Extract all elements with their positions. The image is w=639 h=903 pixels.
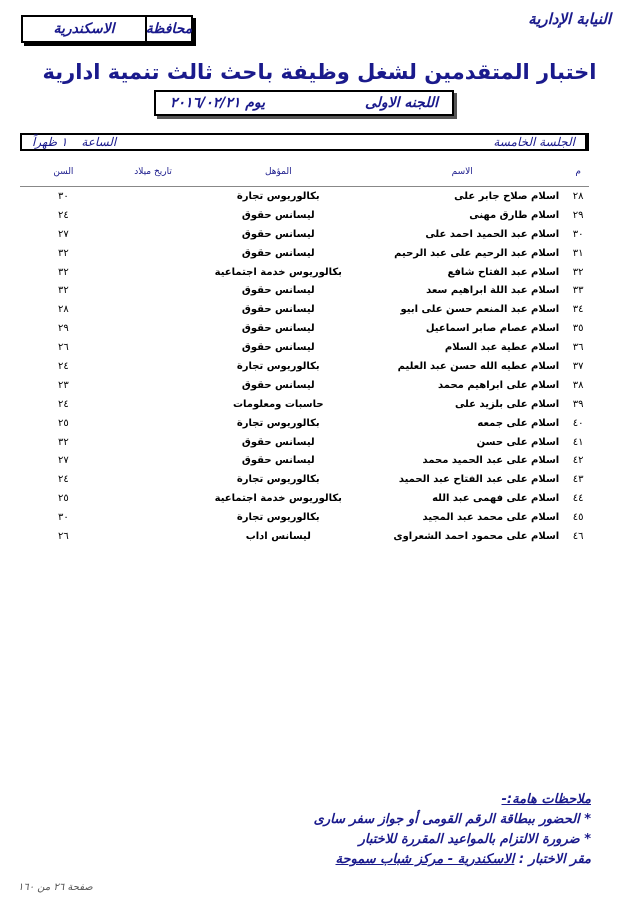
age: ٣٢ xyxy=(58,436,69,448)
age: ٢٧ xyxy=(58,455,69,467)
row-number: ٤٠ xyxy=(572,417,584,429)
age: ٣٢ xyxy=(58,266,69,278)
table-row xyxy=(20,470,589,489)
birth-date xyxy=(107,395,200,414)
birth-date xyxy=(107,300,200,319)
row-number: ٣٠ xyxy=(572,228,584,240)
qualification: ليسانس حقوق xyxy=(241,436,315,448)
birth-date xyxy=(107,187,200,206)
session-time-value: ١ ظهراً xyxy=(32,135,68,149)
table-row xyxy=(20,206,589,225)
birth-date xyxy=(107,451,200,470)
session-name: الجلسة الخامسة xyxy=(493,135,575,149)
birth-date xyxy=(107,376,200,395)
candidate-name: اسلام عطية عبد السلام xyxy=(444,342,560,354)
age: ٣٢ xyxy=(58,285,69,297)
table-row xyxy=(20,300,589,319)
governorate-label: محافظة xyxy=(145,17,191,41)
column-header-age: السن xyxy=(53,166,74,177)
row-number: ٣٥ xyxy=(572,323,584,335)
candidate-name: اسلام عصام صابر اسماعيل xyxy=(425,323,560,335)
column-header-qualification: المؤهل xyxy=(264,166,292,177)
birth-date xyxy=(107,281,200,300)
table-row xyxy=(20,281,589,300)
candidate-name: اسلام عبد اللة ابراهيم سعد xyxy=(426,285,560,297)
age: ٢٧ xyxy=(58,228,69,240)
birth-date xyxy=(107,508,200,527)
row-number: ٤٦ xyxy=(572,530,584,542)
row-number: ٤٢ xyxy=(572,455,584,467)
qualification: حاسبات ومعلومات xyxy=(233,398,324,410)
row-number: ٣٩ xyxy=(572,398,584,410)
age: ٢٩ xyxy=(58,323,69,335)
birth-date xyxy=(107,338,200,357)
note-item: * الحضور ببطاقة الرقم القومى أو جواز سفر سارى xyxy=(313,812,591,827)
qualification: بكالوريوس تجارة xyxy=(236,190,320,202)
candidate-name: اسلام على محمد عبد المجيد xyxy=(422,512,560,524)
candidate-name: اسلام عبد الفتاح شافع xyxy=(447,266,560,278)
age: ٢٦ xyxy=(58,342,69,354)
page-number: صفحة ٢٦ من ١٦٠ xyxy=(18,882,93,893)
age: ٢٥ xyxy=(58,493,69,505)
table-row xyxy=(20,414,589,433)
row-number: ٣٣ xyxy=(572,285,584,297)
birth-date xyxy=(107,470,200,489)
notes-section xyxy=(31,790,591,870)
qualification: بكالوريوس تجارة xyxy=(236,512,320,524)
note-item: * ضرورة الالتزام بالمواعيد المقررة للاختبار xyxy=(358,832,591,847)
table-row xyxy=(20,433,589,452)
birth-date xyxy=(107,414,200,433)
row-number: ٣١ xyxy=(572,247,584,259)
table-row xyxy=(20,357,589,376)
qualification: بكالوريوس خدمة اجتماعية xyxy=(214,493,342,505)
column-header-dob: تاريخ ميلاد xyxy=(134,166,172,177)
table-header-row xyxy=(20,157,589,187)
age: ٣٠ xyxy=(58,190,69,202)
age: ٢٤ xyxy=(58,360,69,372)
qualification: بكالوريوس تجارة xyxy=(236,417,320,429)
candidate-name: اسلام صلاح جابر على xyxy=(454,190,560,202)
governorate-value: الاسكندرية xyxy=(53,21,115,37)
birth-date xyxy=(107,433,200,452)
row-number: ٣٧ xyxy=(572,360,584,372)
qualification: بكالوريوس خدمة اجتماعية xyxy=(214,266,342,278)
table-row xyxy=(20,376,589,395)
birth-date xyxy=(107,319,200,338)
table-row xyxy=(20,225,589,244)
session-time-label: الساعة xyxy=(81,135,117,149)
table-row xyxy=(20,489,589,508)
table-row xyxy=(20,451,589,470)
row-number: ٢٨ xyxy=(572,190,584,202)
qualification: ليسانس حقوق xyxy=(241,247,315,259)
candidate-name: اسلام على عبد الفتاح عبد الحميد xyxy=(398,474,560,486)
qualification: ليسانس حقوق xyxy=(241,455,315,467)
row-number: ٤١ xyxy=(572,436,584,448)
row-number: ٤٤ xyxy=(572,493,584,505)
table-row xyxy=(20,395,589,414)
birth-date xyxy=(107,527,200,546)
table-body xyxy=(20,187,589,546)
table-row xyxy=(20,338,589,357)
candidates-table xyxy=(20,157,589,546)
candidate-name: اسلام على ابراهيم محمد xyxy=(437,379,560,391)
qualification: ليسانس حقوق xyxy=(241,342,315,354)
qualification: ليسانس حقوق xyxy=(241,323,315,335)
table-row xyxy=(20,319,589,338)
committee-box xyxy=(154,90,454,116)
table-row xyxy=(20,187,589,206)
table-row xyxy=(20,508,589,527)
candidate-name: اسلام على محمود احمد الشعراوى xyxy=(393,530,560,542)
row-number: ٣٢ xyxy=(572,266,584,278)
candidate-name: اسلام على عبد الحميد محمد xyxy=(422,455,560,467)
row-number: ٣٨ xyxy=(572,379,584,391)
qualification: بكالوريوس تجارة xyxy=(236,360,320,372)
age: ٢٤ xyxy=(58,474,69,486)
agency-name: النيابة الإدارية xyxy=(528,10,611,28)
page-title: اختبار المتقدمين لشغل وظيفة باحث ثالث تنمية ادارية xyxy=(42,60,597,84)
qualification: ليسانس حقوق xyxy=(241,228,315,240)
venue-label: مقر الاختبار : xyxy=(518,852,591,867)
candidate-name: اسلام عبد الرحيم على عبد الرحيم xyxy=(394,247,560,259)
birth-date xyxy=(107,244,200,263)
row-number: ٣٦ xyxy=(572,342,584,354)
age: ٢٦ xyxy=(58,530,69,542)
birth-date xyxy=(107,489,200,508)
table-row xyxy=(20,263,589,282)
governorate-box xyxy=(21,15,193,43)
candidate-name: اسلام على فهمى عبد الله xyxy=(432,493,560,505)
candidate-name: اسلام عبد الحميد احمد على xyxy=(425,228,560,240)
committee-date: يوم ٢٠١٦/٠٢/٢١ xyxy=(170,95,266,111)
row-number: ٤٥ xyxy=(572,512,584,524)
birth-date xyxy=(107,206,200,225)
qualification: ليسانس حقوق xyxy=(241,304,315,316)
qualification: ليسانس اداب xyxy=(245,530,311,542)
age: ٣٠ xyxy=(58,512,69,524)
venue-value: الاسكندرية - مركز شباب سموحة xyxy=(335,852,515,867)
session-bar xyxy=(20,133,589,151)
age: ٢٤ xyxy=(58,209,69,221)
qualification: ليسانس حقوق xyxy=(241,209,315,221)
candidate-name: اسلام عبد المنعم حسن على ابيو xyxy=(400,304,560,316)
age: ٢٤ xyxy=(58,398,69,410)
age: ٣٢ xyxy=(58,247,69,259)
column-header-num: م xyxy=(575,166,581,177)
column-header-name: الاسم xyxy=(451,166,473,177)
age: ٢٣ xyxy=(58,379,69,391)
row-number: ٢٩ xyxy=(572,209,584,221)
age: ٢٨ xyxy=(58,304,69,316)
table-row xyxy=(20,527,589,546)
candidate-name: اسلام على جمعه xyxy=(477,417,560,429)
birth-date xyxy=(107,225,200,244)
committee-name: اللجنه الاولى xyxy=(364,95,438,111)
notes-heading: ملاحظات هامة:- xyxy=(501,792,591,807)
row-number: ٣٤ xyxy=(572,304,584,316)
candidate-name: اسلام على حسن xyxy=(476,436,560,448)
birth-date xyxy=(107,357,200,376)
candidate-name: اسلام طارق مهنى xyxy=(469,209,560,221)
exam-venue xyxy=(31,850,591,870)
row-number: ٤٣ xyxy=(572,474,584,486)
session-time xyxy=(32,135,116,149)
qualification: ليسانس حقوق xyxy=(241,379,315,391)
qualification: ليسانس حقوق xyxy=(241,285,315,297)
table-row xyxy=(20,244,589,263)
qualification: بكالوريوس تجارة xyxy=(236,474,320,486)
candidate-name: اسلام على بلزيد على xyxy=(454,398,560,410)
candidate-name: اسلام عطيه الله حسن عبد العليم xyxy=(397,360,560,372)
age: ٢٥ xyxy=(58,417,69,429)
birth-date xyxy=(107,263,200,282)
